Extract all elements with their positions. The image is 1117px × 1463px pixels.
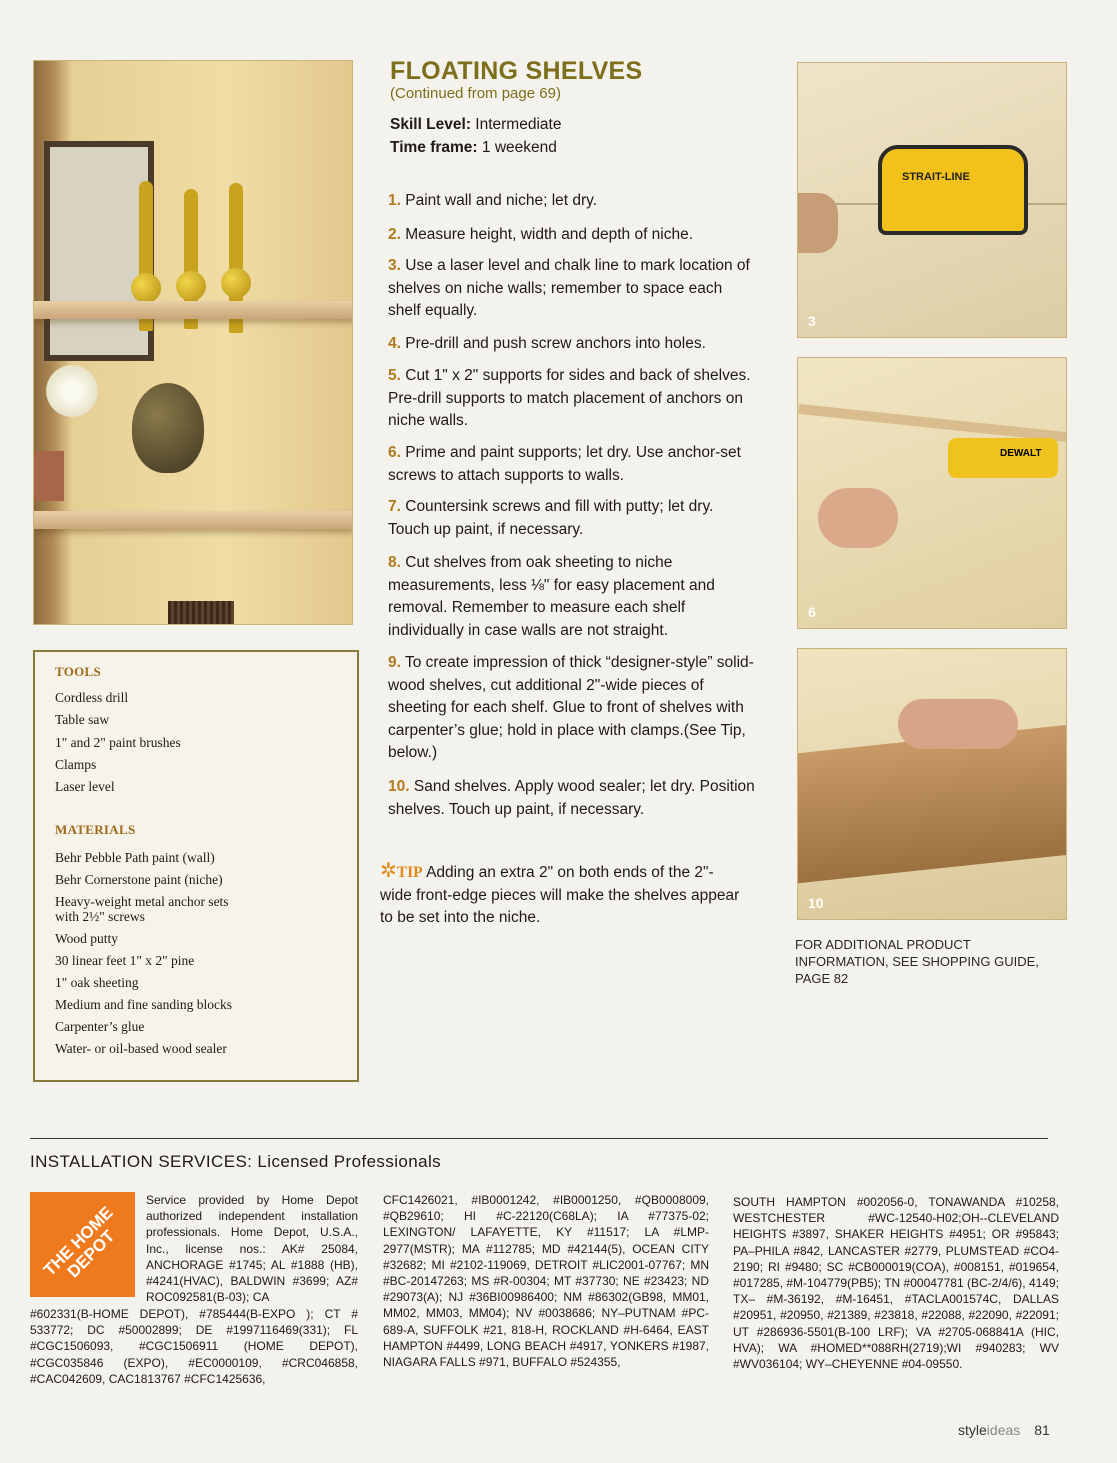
step-number: 8. xyxy=(388,554,401,571)
shelf xyxy=(34,511,353,529)
step-10-photo xyxy=(797,648,1067,920)
step-text: Prime and paint supports; let dry. Use anchor-set screws to attach supports to walls. xyxy=(388,444,741,484)
step-text: Paint wall and niche; let dry. xyxy=(400,192,598,209)
tip xyxy=(380,860,740,930)
step-text: Countersink screws and fill with putty; let dry. Touch up paint, if necessary. xyxy=(388,498,714,538)
photo-number: 3 xyxy=(808,313,816,329)
step-7 xyxy=(388,496,756,541)
material-item: Carpenter’s glue xyxy=(55,1019,145,1034)
bud-vase-bulb xyxy=(131,273,161,303)
step-1 xyxy=(388,190,756,213)
time-frame-label: Time frame: xyxy=(390,139,478,156)
time-frame xyxy=(390,139,557,157)
installation-heading: INSTALLATION SERVICES: Licensed Professionals xyxy=(30,1152,442,1171)
material-item: Behr Pebble Path paint (wall) xyxy=(55,850,215,865)
material-item: Wood putty xyxy=(55,931,119,946)
shopping-guide-note: FOR ADDITIONAL PRODUCT INFORMATION, SEE SHOPPING GUIDE, PAGE 82 xyxy=(795,937,1039,986)
white-flowers xyxy=(42,361,102,421)
picture-frame xyxy=(44,141,154,361)
level-brand: STRAIT-LINE xyxy=(902,171,970,183)
step-number: 4. xyxy=(388,335,401,352)
shelf xyxy=(34,301,353,319)
step-number: 10. xyxy=(388,778,410,795)
material-item: Medium and fine sanding blocks xyxy=(55,997,232,1012)
skill-level xyxy=(390,116,561,134)
step-number: 2. xyxy=(388,226,401,243)
step-text: To create impression of thick “designer-style” solid-wood shelves, cut additional 2"-wide pieces of sheeting for each shelf. Glue to front of shelves with carpenter’s glue; hold in place with clamps.(See Tip, below.) xyxy=(388,654,754,761)
material-item: Behr Cornerstone paint (niche) xyxy=(55,872,223,887)
step-6 xyxy=(388,442,756,487)
step-4 xyxy=(388,333,756,356)
bud-vase-bulb xyxy=(176,271,206,301)
page-footer xyxy=(958,1422,1050,1438)
material-item: Water- or oil-based wood sealer xyxy=(55,1041,227,1056)
article-subtitle: (Continued from page 69) xyxy=(390,85,561,102)
home-depot-logo xyxy=(30,1192,135,1297)
tool-item: Table saw xyxy=(55,712,110,727)
license-text-col3: SOUTH HAMPTON #002056-0, TONAWANDA #10258, WESTCHESTER #WC-12540-H02;OH--CLEVELAND HEIGHTS #3897, SHAKER HEIGHTS #4951; OR #95843; PA–PHILA #842, LANCASTER #2779, PLUMSTEAD #CO4-2190; RI #9480; SC #CB000019(COA), #008151, #019654, #017285, #M-104779(PB5); TN #00047781 (BC-2/4/6), 4149; TX– #M-36192, #M-16451, #TACLA001574C, DALLAS #20951, #20950, #21389, #23818, #22088, #22090, #22091; UT #286936-5501(B-100 LRF); VA #2705-068841A (HIC, HVA); WA #HOMED**088RH(2719);WI #940283; WV #WV036104; WY–CHEYENNE #04-09550. xyxy=(733,1195,1059,1372)
photo-number: 10 xyxy=(808,895,824,911)
tip-star-icon: ✲ xyxy=(380,860,397,882)
step-number: 6. xyxy=(388,444,401,461)
license-text-col1-bottom: #602331(B-HOME DEPOT), #785444(B-EXPO ); CT # 533772; DC #50002899; DE #1997116469(331); FL #CGC1506093, #CGC1506911 (HOME DEPOT), #CGC035846 (EXPO), #EC0000109, #CRC046858, #CAC042609, CAC1813767 #CFC1425636, xyxy=(30,1307,358,1386)
step-number: 1. xyxy=(388,192,401,209)
step-number: 7. xyxy=(388,498,401,515)
article-title: FLOATING SHELVES xyxy=(390,57,643,85)
tool-item: Cordless drill xyxy=(55,690,129,705)
cordless-drill xyxy=(948,438,1058,478)
tool-item: 1" and 2" paint brushes xyxy=(55,735,181,750)
license-text-col2: CFC1426021, #IB0001242, #IB0001250, #QB0008009, #QB29610; HI #C-22120(C68LA); IA #77375-02; LEXINGTON/ LAFAYETTE, KY #11517; LA #LMP-2977(MSTR); MA #112785; MD #42144(5), OCEAN CITY #32682; MI #2102-119069, DETROIT #LIC2001-07767; MN #BC-20147263; MS #R-00304; MT #37730; NE #23423; ND #29073(A); NJ #36BI00986400; NM #86302(GB98, MM01, MM02, MM03, MM04); NV #0038686; NY–PUTNAM #PC-689-A, SUFFOLK #21, 818-H, ROCKLAND #H-6464, EAST HAMPTON #4499, LONG BEACH #4917, YONKERS #1987, NIAGARA FALLS #971, BUFFALO #524355, xyxy=(383,1193,709,1370)
tools-heading: TOOLS xyxy=(55,664,102,679)
step-6-photo xyxy=(797,357,1067,629)
skill-level-value: Intermediate xyxy=(470,116,562,133)
tip-label: TIP xyxy=(396,864,423,881)
step-number: 9. xyxy=(388,654,401,671)
hand xyxy=(898,699,1018,749)
step-text: Cut 1" x 2" supports for sides and back of shelves. Pre-drill supports to match placement of anchors on niche walls. xyxy=(388,367,751,429)
material-item: Heavy-weight metal anchor sets with 2½" screws xyxy=(55,894,229,924)
tool-item: Clamps xyxy=(55,757,97,772)
divider xyxy=(30,1138,1048,1139)
photo-number: 6 xyxy=(808,604,816,620)
ceramic-vase xyxy=(132,383,204,473)
step-text: Cut shelves from oak sheeting to niche measurements, less ⅛" for easy placement and removal. Remember to measure each shelf individually in case walls are not straight. xyxy=(388,554,715,639)
flower-pot xyxy=(34,451,64,501)
skill-level-label: Skill Level: xyxy=(390,116,471,133)
step-9 xyxy=(388,652,756,765)
step-text: Measure height, width and depth of niche. xyxy=(400,226,694,243)
step-number: 5. xyxy=(388,367,401,384)
license-text-col1-top: Service provided by Home Depot authorized independent installation professionals. Home Depot, U.S.A., Inc., license nos.: AK# 25084, ANCHORAGE #1745; AL #1888 (HB), #4241(HVAC), BALDWIN #3699; AZ# ROC092581(B-03); CA xyxy=(146,1193,358,1305)
material-item: 1" oak sheeting xyxy=(55,975,139,990)
step-text: Sand shelves. Apply wood sealer; let dry. Position shelves. Touch up paint, if necessary. xyxy=(388,778,755,818)
niche-shelves-photo xyxy=(33,60,353,625)
tip-text: Adding an extra 2" on both ends of the 2"-wide front-edge pieces will make the shelves appear to be set into the niche. xyxy=(380,864,740,926)
step-text: Use a laser level and chalk line to mark location of shelves on niche walls; remember to space each shelf equally. xyxy=(388,257,750,319)
logo-text: THE HOME DEPOT xyxy=(39,1202,119,1282)
drill-brand: DEWALT xyxy=(1000,448,1042,459)
support-strip xyxy=(798,404,1067,442)
footer-brand-style: style xyxy=(958,1422,987,1438)
material-item: 30 linear feet 1" x 2" pine xyxy=(55,953,195,968)
footer-brand-ideas: ideas xyxy=(986,1422,1021,1438)
tool-item: Laser level xyxy=(55,779,115,794)
materials-heading: MATERIALS xyxy=(55,822,136,837)
hand xyxy=(798,193,838,253)
woven-box xyxy=(168,601,234,625)
page-number: 81 xyxy=(1034,1422,1050,1438)
step-8 xyxy=(388,552,756,642)
tools-materials-box xyxy=(33,650,359,1082)
step-3-photo xyxy=(797,62,1067,338)
step-10 xyxy=(388,776,756,821)
bud-vase-bulb xyxy=(221,268,251,298)
time-frame-value: 1 weekend xyxy=(477,139,557,156)
step-text: Pre-drill and push screw anchors into holes. xyxy=(400,335,706,352)
laser-level xyxy=(878,145,1028,235)
step-3 xyxy=(388,255,756,323)
step-5 xyxy=(388,365,756,433)
step-2 xyxy=(388,224,756,247)
hand xyxy=(818,488,898,548)
step-number: 3. xyxy=(388,257,401,274)
